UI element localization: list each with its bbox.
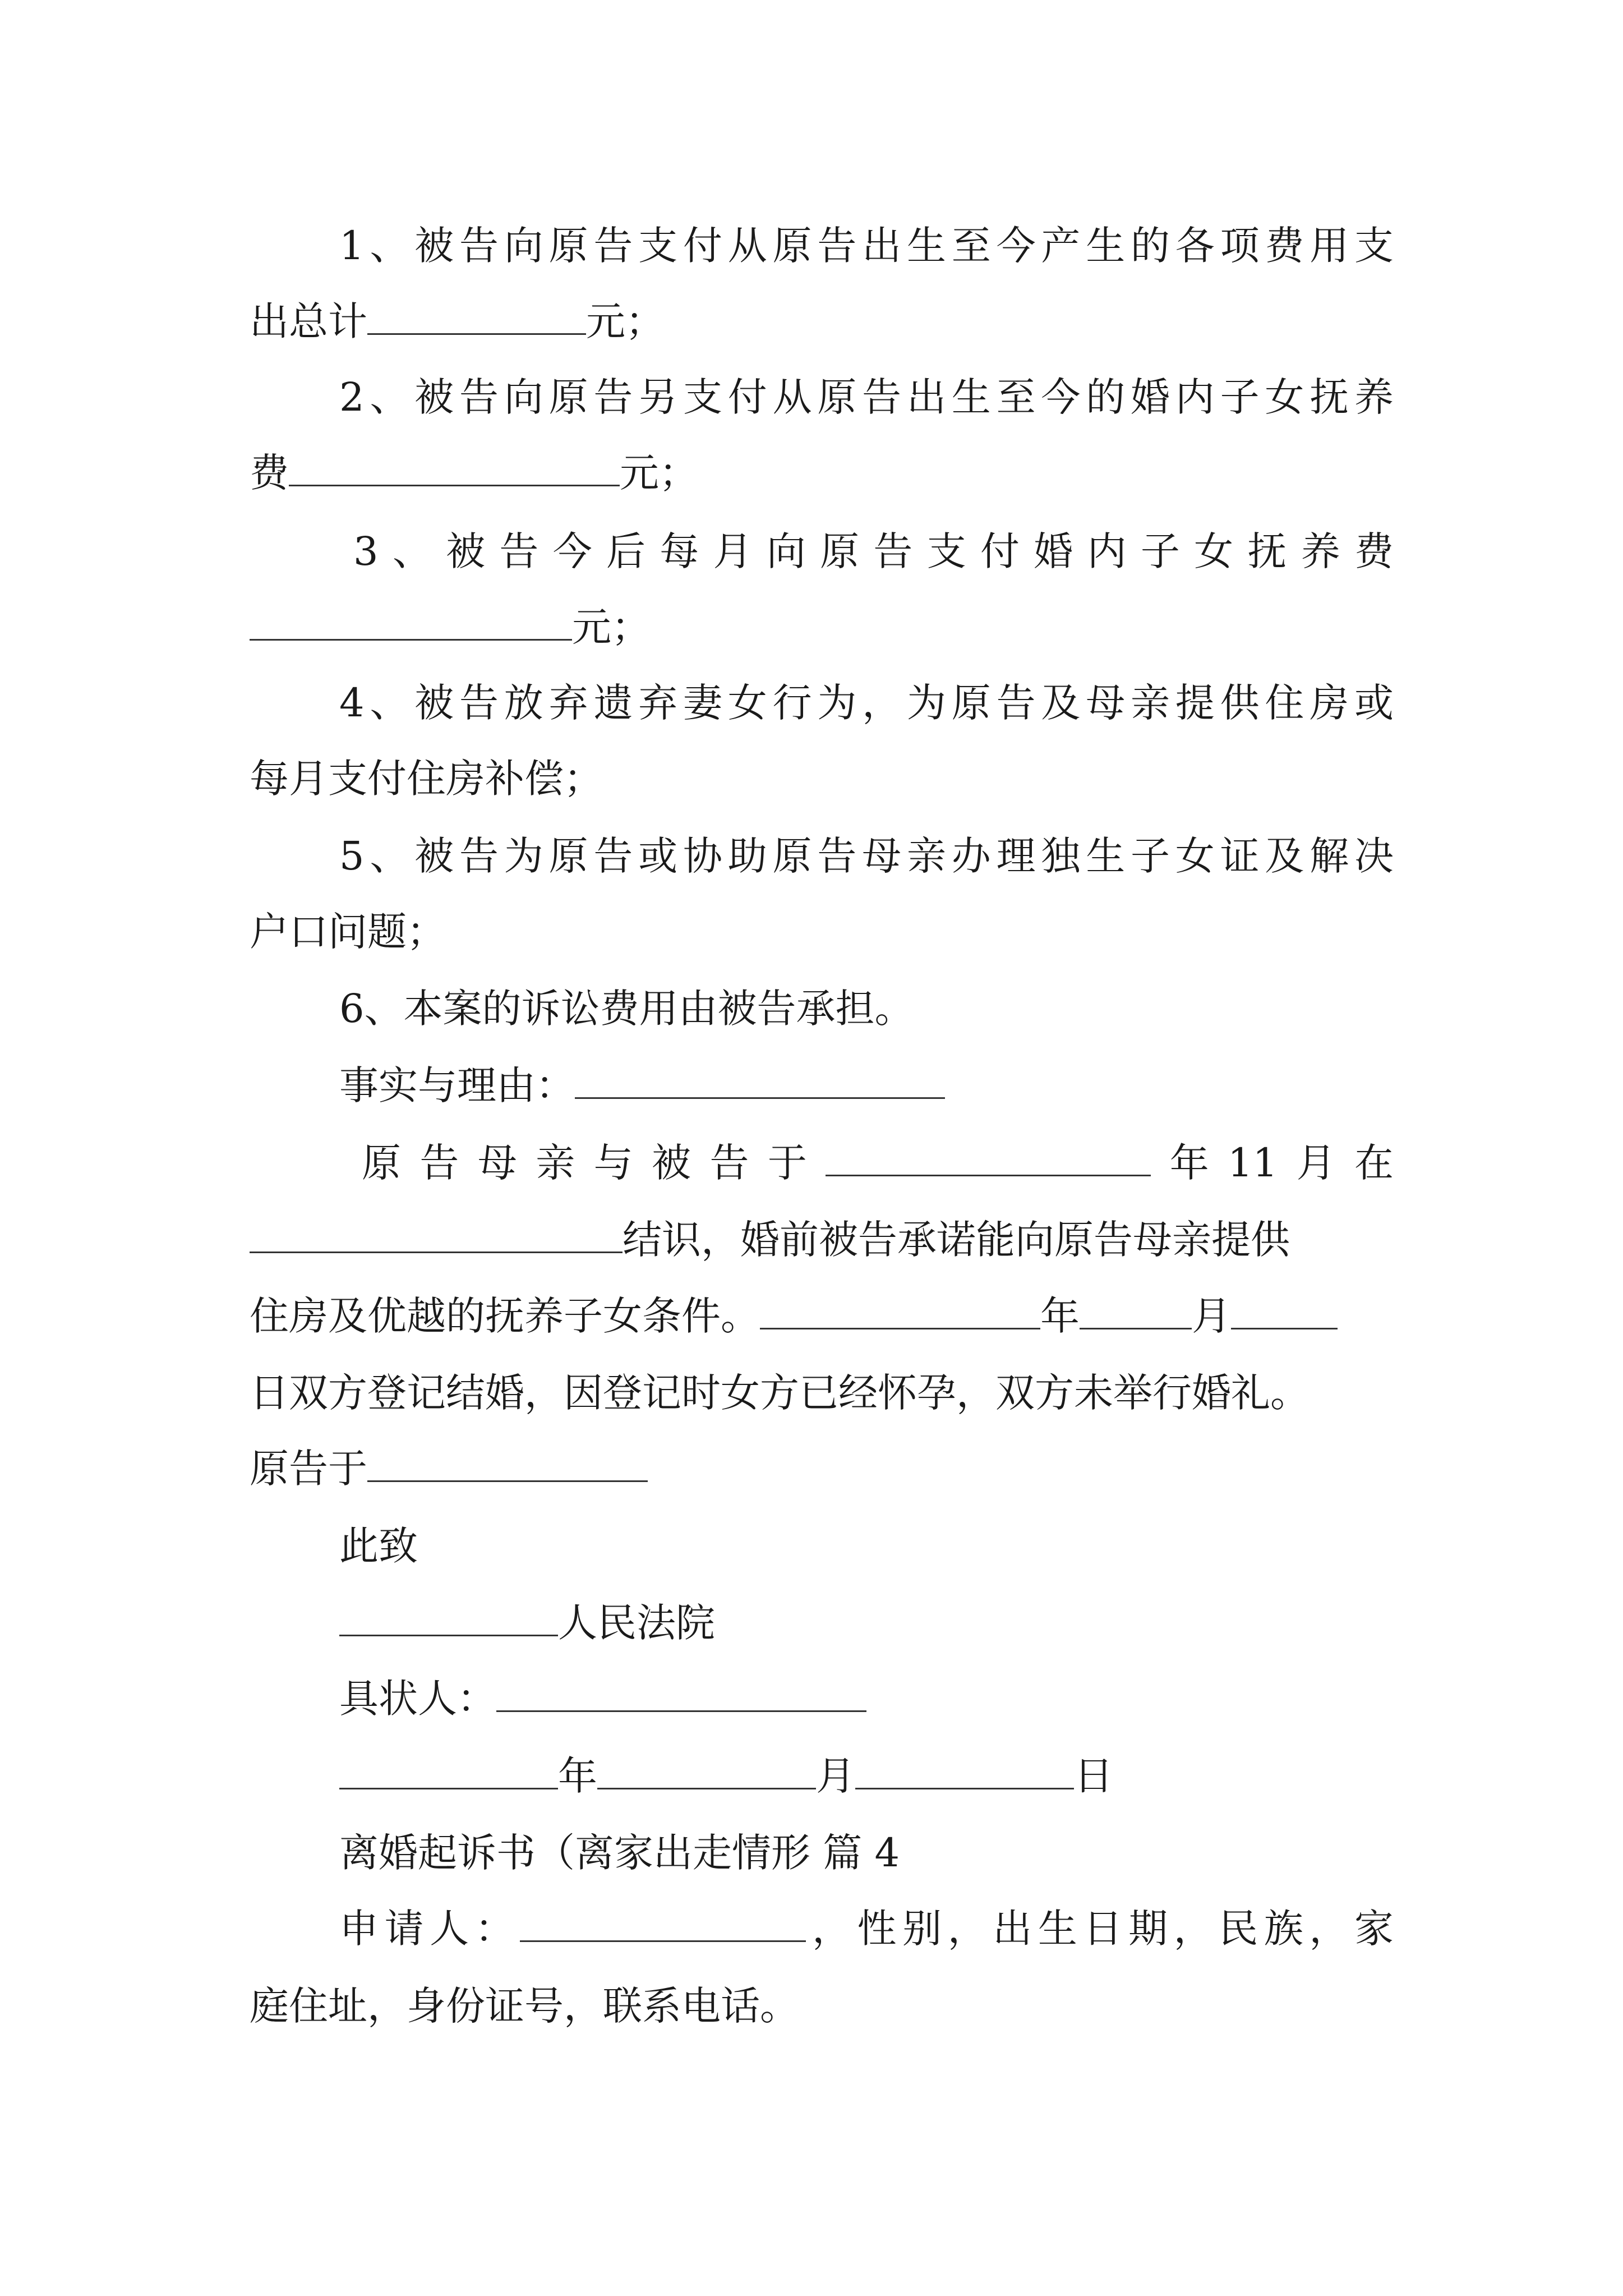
applicant-label: 申请人： bbox=[339, 1906, 520, 1952]
meet-place-blank[interactable] bbox=[250, 1217, 623, 1253]
item-2-line-1 bbox=[339, 370, 1394, 424]
section-title-line bbox=[339, 1826, 1394, 1880]
meet-at-label: 在 bbox=[1354, 1140, 1394, 1186]
sign-day-blank[interactable] bbox=[855, 1753, 1074, 1789]
signer-blank[interactable] bbox=[496, 1676, 866, 1712]
sign-month-blank[interactable] bbox=[597, 1753, 816, 1789]
court-line bbox=[339, 1596, 1394, 1650]
item-3-text: 被告今后每月向原告支付婚内子女抚养费 bbox=[446, 528, 1394, 574]
facts-text-2: 结识，婚前被告承诺能向原告母亲提供 bbox=[623, 1217, 1290, 1263]
item-5-number: 5、 bbox=[339, 833, 415, 879]
marriage-year-blank[interactable] bbox=[760, 1293, 1040, 1329]
salutation: 此致 bbox=[339, 1523, 418, 1569]
signer-line bbox=[339, 1672, 1394, 1726]
marriage-day-blank[interactable] bbox=[1231, 1293, 1338, 1329]
item-4-number: 4、 bbox=[339, 680, 415, 726]
facts-text-3: 住房及优越的抚养子女条件。 bbox=[250, 1293, 760, 1339]
item-3-line-1 bbox=[353, 524, 1394, 578]
facts-line-5 bbox=[250, 1442, 1394, 1496]
marriage-month-blank[interactable] bbox=[1080, 1293, 1192, 1329]
applicant-details: ，性别，出生日期，民族，家 bbox=[806, 1906, 1394, 1952]
item-6-text: 本案的诉讼费用由被告承担。 bbox=[403, 986, 914, 1032]
item-4-continuation: 每月支付住房补偿； bbox=[250, 756, 603, 802]
facts-blank[interactable] bbox=[575, 1062, 945, 1099]
item-5-text: 被告为原告或协助原告母亲办理独生子女证及解决 bbox=[414, 833, 1394, 879]
item-3-unit: 元； bbox=[572, 604, 651, 650]
item-4-text: 被告放弃遗弃妻女行为，为原告及母亲提供住房或 bbox=[414, 680, 1394, 726]
item-3-line-2 bbox=[250, 600, 1394, 654]
item-2-unit: 元； bbox=[620, 450, 698, 496]
applicant-line-1 bbox=[339, 1902, 1394, 1955]
item-5-line-2 bbox=[250, 905, 1394, 959]
item-3-amount-blank[interactable] bbox=[250, 604, 572, 641]
item-1-text: 被告向原告支付从原告出生至今产生的各项费用支 bbox=[414, 223, 1394, 269]
item-5-continuation: 户口问题； bbox=[250, 909, 446, 955]
item-1-unit: 元； bbox=[586, 298, 665, 344]
facts-line-2 bbox=[250, 1213, 1394, 1267]
applicant-details-continued: 庭住址，身份证号，联系电话。 bbox=[250, 1983, 799, 2029]
birth-date-blank[interactable] bbox=[367, 1446, 648, 1482]
facts-line-1 bbox=[362, 1136, 1394, 1190]
applicant-name-blank[interactable] bbox=[520, 1906, 806, 1942]
facts-text-1: 原告母亲与被告于 bbox=[362, 1140, 826, 1186]
meet-month-number: 11 bbox=[1228, 1140, 1278, 1186]
facts-line-3 bbox=[250, 1289, 1394, 1343]
item-1-line-2 bbox=[250, 295, 1394, 348]
item-4-line-2 bbox=[250, 752, 1394, 806]
marriage-year-label: 年 bbox=[1040, 1293, 1080, 1339]
marriage-month-label: 月 bbox=[1192, 1293, 1231, 1339]
facts-text-5: 原告于 bbox=[250, 1446, 367, 1492]
meet-year-blank[interactable] bbox=[826, 1140, 1151, 1176]
salutation-line bbox=[339, 1519, 1394, 1573]
sign-year-blank[interactable] bbox=[339, 1753, 558, 1789]
facts-text-4: 日双方登记结婚，因登记时女方已经怀孕，双方未举行婚礼。 bbox=[250, 1370, 1310, 1416]
applicant-line-2 bbox=[250, 1979, 1394, 2033]
sign-year-label: 年 bbox=[558, 1753, 597, 1799]
item-1-line-1 bbox=[339, 219, 1394, 273]
date-line bbox=[339, 1749, 1394, 1803]
item-1-continuation: 出总计 bbox=[250, 298, 367, 344]
facts-heading: 事实与理由： bbox=[339, 1062, 575, 1108]
sign-day-label: 日 bbox=[1074, 1753, 1113, 1799]
item-3-number: 3、 bbox=[353, 528, 446, 574]
item-2-line-2 bbox=[250, 446, 1394, 500]
facts-heading-line bbox=[339, 1059, 1394, 1112]
sign-month-label: 月 bbox=[816, 1753, 855, 1799]
meet-year-label: 年 bbox=[1151, 1140, 1228, 1186]
item-1-amount-blank[interactable] bbox=[367, 298, 586, 335]
item-1-number: 1、 bbox=[339, 223, 415, 269]
item-2-continuation: 费 bbox=[250, 450, 289, 496]
section-title: 离婚起诉书（离家出走情形 篇 4 bbox=[339, 1830, 900, 1876]
item-2-number: 2、 bbox=[339, 374, 415, 420]
item-2-amount-blank[interactable] bbox=[289, 450, 620, 486]
item-6-number: 6、 bbox=[339, 986, 404, 1032]
court-label: 人民法院 bbox=[558, 1600, 715, 1646]
court-name-blank[interactable] bbox=[339, 1600, 558, 1636]
facts-line-4 bbox=[250, 1366, 1394, 1420]
item-6-line bbox=[339, 982, 1394, 1036]
item-4-line-1 bbox=[339, 676, 1394, 730]
meet-month-label: 月 bbox=[1278, 1140, 1355, 1186]
signer-label: 具状人： bbox=[339, 1676, 496, 1722]
item-2-text: 被告向原告另支付从原告出生至今的婚内子女抚养 bbox=[414, 374, 1394, 420]
item-5-line-1 bbox=[339, 829, 1394, 883]
